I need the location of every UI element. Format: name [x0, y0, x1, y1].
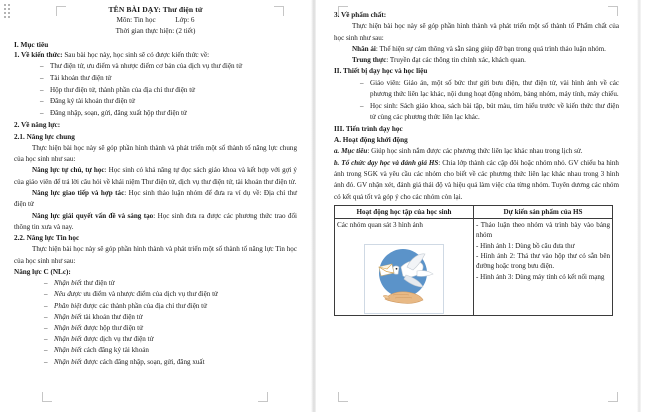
- crop-mark-bottom-left: [42, 392, 52, 402]
- muc-tieu-text: : Giúp học sinh nắm được các phương thức liên lạc khác nhau trong lịch sử.: [367, 147, 583, 156]
- para-muc-tieu: [334, 146, 619, 157]
- heading-22-nang-luc-tin-hoc: 2.2. Năng lực Tin học: [14, 234, 80, 243]
- item-b-label: b.: [334, 158, 340, 167]
- right-page-content: [334, 10, 619, 316]
- list-item-rest: tài khoản thư điện tử: [81, 312, 143, 321]
- to-chuc-text: : Chia lớp thành các cặp đôi hoặc nhóm nhỏ. GV chiếu ba hình ảnh trong SGK và yêu cầu các nhóm cho biết về các phương thức liên lạc khác nhau trong 3 hình ảnh đó. GV nhận xét, đánh giá thái độ và hiệu quả làm việc của từng nhóm. Tuyên dương các nhóm có kết quả tốt và góp ý cho các nhóm còn lại.: [334, 158, 619, 201]
- list-item-rest: thư điện tử: [81, 279, 115, 288]
- nang-luc-giai-quyet-text: : Học sinh đưa ra được các phương thức trao đổi thông tin xưa và nay.: [14, 211, 297, 231]
- dove-letter-illustration-icon: [364, 244, 444, 314]
- lesson-class: Lớp: 6: [175, 16, 195, 24]
- thiet-bi-list: [358, 78, 619, 124]
- document-page-right: [316, 0, 637, 412]
- list-item-rest: cách đăng ký tài khoản: [81, 346, 149, 355]
- nang-luc-tu-chu-text: : Học sinh có khả năng tự đọc sách giáo khoa và kết hợp với gợi ý của giáo viên để trả lời câu hỏi về khái niệm Thư điện tử, dịch vụ thư điện tử, tài khoản thư điện tử.: [14, 166, 297, 186]
- list-item-emphasis: Nhận biết: [54, 323, 82, 332]
- table-cell-item: - Hình ảnh 1: Dùng bồ câu đưa thư: [476, 241, 575, 250]
- left-page-content: [14, 4, 297, 368]
- table-cell-item: - Thảo luận theo nhóm và trình bày vào bảng nhóm: [476, 220, 610, 240]
- list-item-emphasis: Nhận biết: [54, 335, 82, 344]
- list-item-emphasis: Nhận biết: [54, 346, 82, 355]
- list-item-emphasis: Nêu được: [54, 290, 82, 299]
- heading-1-intro: Sau bài học này, học sinh sẽ có được kiến thức về:: [62, 51, 210, 60]
- list-item-text: – Học sinh: Sách giáo khoa, sách bài tập, bút màu, tìm hiểu trước về kiến thức thư điện tử cùng các phương thức liên lạc khác.: [370, 101, 619, 122]
- drag-grip-icon[interactable]: [4, 4, 13, 20]
- list-item-emphasis: Phân biệt: [54, 301, 82, 310]
- list-item: [42, 345, 297, 356]
- heading-section-a: A. Hoạt động khởi động: [334, 136, 408, 145]
- list-item: – Hộp thư điện tử, thành phần của địa chỉ thư điện tử: [38, 85, 297, 97]
- heading-nang-luc-c: Năng lực C (NLc):: [14, 267, 71, 276]
- nang-luc-giao-tiep-text: : Học sinh thảo luận nhóm để đưa ra ví dụ về: Địa chỉ thư điện tử: [14, 188, 297, 209]
- document-page-left: [0, 0, 311, 412]
- list-item-rest: được các thành phần của địa chỉ thư điện tử: [81, 301, 207, 310]
- table-header-row: [335, 205, 613, 218]
- item-a-label: a.: [334, 147, 340, 156]
- activity-table: [334, 205, 613, 316]
- crop-mark-bottom-right: [258, 392, 268, 402]
- to-chuc-label: Tổ chức dạy học và đánh giá HS: [341, 158, 439, 167]
- table-header-hoat-dong: Hoạt động học tập của học sinh: [335, 205, 474, 218]
- list-item: – Đăng nhập, soạn, gửi, đăng xuất hộp thư điện tử: [38, 108, 297, 120]
- list-item-text: – Giáo viên: Giáo án, một số bức thư gửi bưu điện, thư điện tử, vài hình ảnh về các phương thức liên lạc khác, nội dung hoạt động nhóm, bảng nhóm, máy tính, máy chiếu.: [370, 78, 619, 99]
- trung-thuc-label: Trung thực: [352, 56, 387, 65]
- heading-1-label: 1. Về kiến thức:: [14, 51, 63, 60]
- lesson-subject-line: [14, 15, 297, 26]
- nang-luc-c-list: [42, 278, 297, 368]
- lesson-title: TÊN BÀI DẠY: Thư điện tử: [108, 5, 203, 14]
- nang-luc-giai-quyet-label: Năng lực giải quyết vấn đề và sáng tạo: [32, 211, 154, 220]
- list-item: [42, 289, 297, 300]
- list-item: [42, 323, 297, 334]
- list-item-emphasis: Nhận biết: [54, 312, 82, 321]
- heading-section-i: I. Mục tiêu: [14, 40, 49, 49]
- list-item: [42, 278, 297, 289]
- page-gutter-right: [637, 0, 641, 412]
- table-cell-item: - Hình ảnh 3: Dùng máy tính có kết nối mạng: [476, 272, 605, 281]
- list-item: [42, 301, 297, 312]
- para-nang-luc-tin-hoc: Thực hiện bài học này sẽ góp phần hình thành và phát triển một số thành tố năng lực Tin học của học sinh như sau:: [14, 245, 297, 265]
- kien-thuc-list: [38, 61, 297, 119]
- para-nang-luc-chung: Thực hiện bài học này sẽ góp phần hình thành và phát triển một số thành tố năng lực chung của học sinh như sau:: [14, 143, 297, 164]
- trung-thuc-text: : Truyền đạt các thông tin chính xác, khách quan.: [386, 56, 526, 65]
- para-nhan-ai: [334, 44, 619, 55]
- list-item-rest: được dịch vụ thư điện tử: [81, 335, 154, 344]
- para-pham-chat: Thực hiện bài học này sẽ góp phần hình thành và phát triển một số thành tố Phẩm chất của học sinh như sau:: [334, 22, 619, 42]
- table-cell-san-pham: [474, 218, 613, 315]
- crop-mark-bottom-right: [608, 392, 618, 402]
- list-item: [358, 101, 619, 124]
- muc-tieu-label: Mục tiêu: [341, 147, 368, 156]
- table-cell-text: Các nhóm quan sát 3 hình ảnh: [337, 220, 423, 229]
- nang-luc-tu-chu-label: Năng lực tự chủ, tự học: [32, 166, 105, 175]
- nang-luc-giao-tiep-label: Năng lực giao tiếp và hợp tác: [32, 188, 125, 197]
- para-to-chuc-day-hoc: [334, 158, 619, 203]
- list-item: [42, 334, 297, 345]
- list-item: [42, 357, 297, 368]
- list-item-emphasis: Nhận biết: [54, 357, 82, 366]
- list-item-rest: ưu điểm và nhược điểm của dịch vụ thư điện tử: [81, 290, 218, 299]
- para-trung-thuc: [334, 55, 619, 66]
- nhan-ai-label: Nhân ái: [352, 44, 376, 53]
- para-nang-luc-giao-tiep: [14, 188, 297, 211]
- lesson-subject: Môn: Tin học: [116, 16, 156, 24]
- list-item: – Đăng ký tài khoản thư điện tử: [38, 96, 297, 108]
- table-cell-hoat-dong: [335, 218, 474, 315]
- list-item-rest: được cách đăng nhập, soạn, gửi, đăng xuất: [81, 357, 205, 366]
- crop-mark-bottom-left: [338, 392, 348, 402]
- heading-1-kien-thuc: [14, 50, 297, 61]
- list-item: [358, 78, 619, 101]
- list-item-rest: được hộp thư điện tử: [81, 323, 143, 332]
- list-item: [42, 312, 297, 323]
- table-header-san-pham: Dự kiến sản phẩm của HS: [474, 205, 613, 218]
- para-nang-luc-tu-chu: [14, 165, 297, 188]
- nhan-ai-text: : Thể hiện sự cảm thông và sẵn sàng giúp đỡ bạn trong quá trình thảo luận nhóm.: [375, 44, 606, 53]
- heading-21-nang-luc-chung: 2.1. Năng lực chung: [14, 132, 75, 141]
- para-nang-luc-giai-quyet: [14, 211, 297, 234]
- heading-2-nang-luc: 2. Về năng lực:: [14, 121, 61, 130]
- table-row: [335, 218, 613, 315]
- heading-3-pham-chat: 3. Về phẩm chất:: [334, 11, 387, 19]
- list-item-emphasis: Nhận biết: [54, 279, 82, 288]
- heading-section-ii: II. Thiết bị dạy học và học liệu: [334, 67, 428, 76]
- dove-letter-svg: [365, 245, 441, 311]
- table-cell-item: - Hình ảnh 2: Thả thư vào hộp thư có sẵn bên đường hoặc trong bưu điện.: [476, 252, 610, 271]
- list-item: – Thư điện tử, ưu điểm và nhược điểm cơ bản của dịch vụ thư điện tử: [38, 61, 297, 73]
- list-item: – Tài khoản thư điện tử: [38, 73, 297, 85]
- lesson-duration: Thời gian thực hiện: (2 tiết): [115, 27, 196, 35]
- heading-section-iii: III. Tiến trình dạy học: [334, 124, 403, 133]
